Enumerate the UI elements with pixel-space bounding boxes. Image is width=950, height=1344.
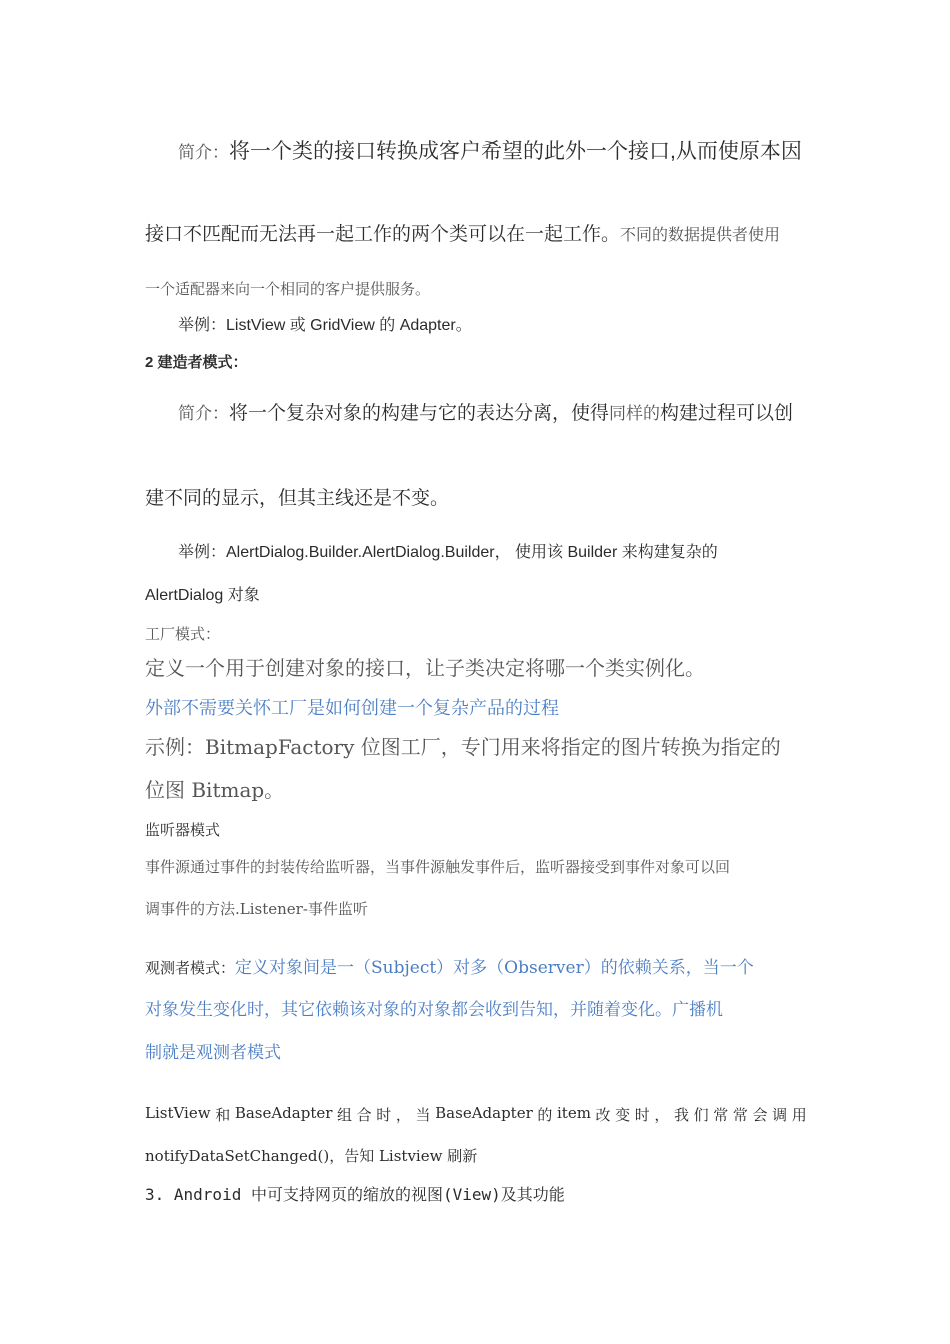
- observer-line3: 制就是观测者模式: [145, 1043, 281, 1063]
- builder-heading: 2 建造者模式：: [145, 354, 248, 371]
- factory-example-line1: 示例：BitmapFactory 位图工厂，专门用来将指定的图片转换为指定的: [145, 735, 781, 759]
- listener-line2: 调事件的方法.Listener-事件监听: [145, 900, 368, 918]
- baseadapter-word: BaseAdapter: [234, 1104, 333, 1122]
- baseadapter-word: ListView: [145, 1104, 211, 1122]
- baseadapter-word: ，: [395, 1106, 411, 1124]
- observer-label: 观测者模式：: [145, 959, 236, 977]
- baseadapter-word: 时: [376, 1106, 392, 1124]
- baseadapter-word: BaseAdapter: [435, 1104, 533, 1122]
- baseadapter-word: 会: [752, 1106, 768, 1124]
- baseadapter-word: 当: [415, 1106, 431, 1124]
- baseadapter-line2: notifyDataSetChanged()，告知 Listview 刷新: [145, 1147, 478, 1165]
- adapter-intro-bold: 接口不匹配而无法再一起工作的两个类可以在一起工作。: [145, 224, 621, 245]
- baseadapter-word: 用: [791, 1106, 807, 1124]
- adapter-intro-line3: 一个适配器来向一个相同的客户提供服务。: [145, 280, 431, 298]
- observer-line2: 对象发生变化时，其它依赖该对象的对象都会收到告知，并随着变化。广播机: [145, 1000, 723, 1020]
- baseadapter-word: 的: [537, 1106, 553, 1124]
- observer-line1: [145, 958, 754, 978]
- baseadapter-word: 和: [215, 1106, 231, 1124]
- builder-intro-part2: 同样的: [609, 404, 661, 424]
- builder-intro-line2: 建不同的显示，但其主线还是不变。: [145, 488, 450, 509]
- builder-example-line1: 举例：AlertDialog.Builder.AlertDialog.Builder， 使用该 Builder 来构建复杂的: [178, 544, 718, 561]
- baseadapter-word: 们: [693, 1106, 709, 1124]
- factory-example-line2: 位图 Bitmap。: [145, 778, 285, 802]
- baseadapter-word: ，: [654, 1106, 670, 1124]
- baseadapter-word: 调: [772, 1106, 788, 1124]
- builder-intro-label: 简介：: [178, 404, 229, 424]
- builder-intro-part1: 将一个复杂对象的构建与它的表达分离，使得: [229, 403, 610, 424]
- factory-note: 外部不需要关怀工厂是如何创建一个复杂产品的过程: [145, 698, 559, 719]
- adapter-example: 举例：ListView 或 GridView 的 Adapter。: [178, 317, 472, 334]
- adapter-intro-rest: 不同的数据提供者使用: [620, 225, 781, 244]
- factory-heading: 工厂模式：: [145, 625, 221, 643]
- builder-intro-line1: [178, 403, 793, 426]
- baseadapter-word: 我: [674, 1106, 690, 1124]
- adapter-intro-label: 简介：: [178, 143, 229, 163]
- baseadapter-line1: [145, 1104, 807, 1125]
- baseadapter-word: 常: [732, 1106, 748, 1124]
- adapter-intro-line1: [178, 139, 802, 164]
- baseadapter-word: item: [557, 1104, 591, 1122]
- adapter-intro-line2: [145, 224, 780, 247]
- baseadapter-word: 改: [595, 1106, 611, 1124]
- listener-heading: 监听器模式: [145, 821, 221, 839]
- baseadapter-word: 常: [713, 1106, 729, 1124]
- baseadapter-word: 时: [634, 1106, 650, 1124]
- listener-line1: 事件源通过事件的封装传给监听器，当事件源触发事件后，监听器接受到事件对象可以回: [145, 858, 731, 876]
- section3-heading: 3. Android 中可支持网页的缩放的视图(View)及其功能: [145, 1185, 565, 1204]
- factory-definition: 定义一个用于创建对象的接口，让子类决定将哪一个类实例化。: [145, 656, 705, 680]
- adapter-intro-text1: 将一个类的接口转换成客户希望的此外一个接口,从而使原本因: [229, 140, 802, 163]
- baseadapter-word: 合: [356, 1106, 372, 1124]
- builder-example-line2: AlertDialog 对象: [145, 587, 260, 604]
- baseadapter-word: 变: [615, 1106, 631, 1124]
- baseadapter-word: 组: [337, 1106, 353, 1124]
- observer-text1: 定义对象间是一（Subject）对多（Observer）的依赖关系，当一个: [235, 958, 754, 978]
- builder-intro-part3: 构建过程可以创: [660, 403, 794, 424]
